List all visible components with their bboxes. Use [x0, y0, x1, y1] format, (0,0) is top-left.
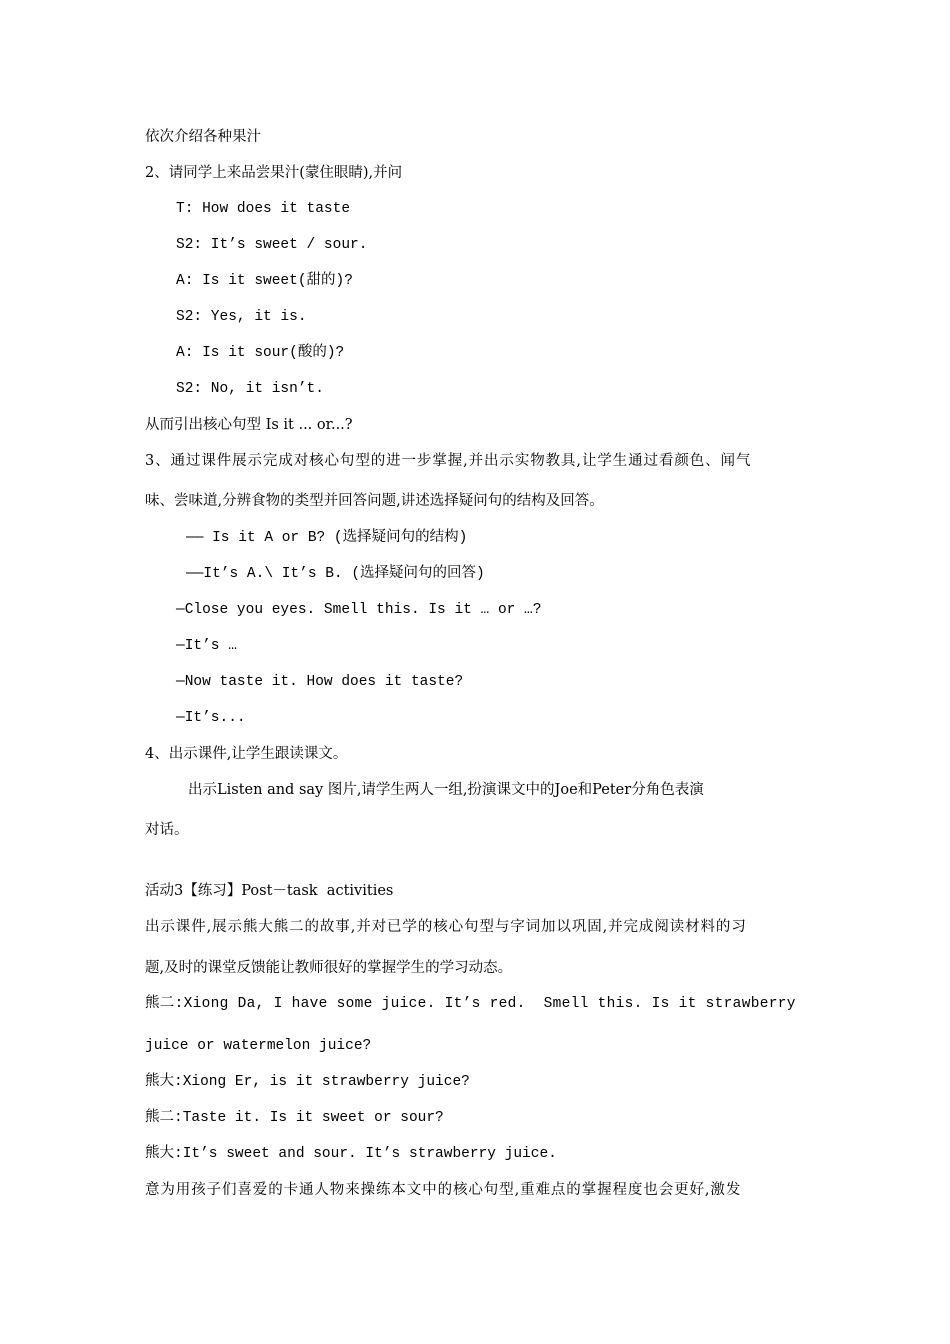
- text-line: 出示课件,展示熊大熊二的故事,并对已学的核心句型与字词加以巩固,并完成阅读材料的习: [145, 919, 747, 935]
- dialogue-line: A: Is it sour(酸的)?: [176, 345, 345, 361]
- dialogue-line: —It’s...: [176, 710, 246, 726]
- activity-heading: 活动3【练习】Post－task activities: [145, 883, 394, 899]
- numbered-step-4: 4、出示课件,让学生跟读课文。: [145, 746, 348, 762]
- dialogue-line: T: How does it taste: [176, 201, 351, 217]
- dialogue-line: —— Is it A or B? (选择疑问句的结构): [186, 530, 468, 546]
- text-line: 从而引出核心句型 Is it ... or...?: [145, 417, 353, 433]
- text-line: 出示Listen and say 图片,请学生两人一组,扮演课文中的Joe和Peter分角色表演: [188, 782, 704, 798]
- text-line: 依次介绍各种果汁: [145, 129, 261, 145]
- dialogue-line: ——It’s A.\ It’s B. (选择疑问句的回答): [186, 566, 485, 582]
- dialogue-line: 熊大:Xiong Er, is it strawberry juice?: [145, 1074, 470, 1090]
- dialogue-line: —It’s …: [176, 638, 237, 654]
- dialogue-line: 熊二:Taste it. Is it sweet or sour?: [145, 1110, 444, 1126]
- numbered-step-3: 3、通过课件展示完成对核心句型的进一步掌握,并出示实物教具,让学生通过看颜色、闻气: [145, 453, 752, 469]
- dialogue-line: A: Is it sweet(甜的)?: [176, 273, 353, 289]
- numbered-step-2: 2、请同学上来品尝果汁(蒙住眼睛),并问: [145, 165, 403, 181]
- text-line: 对话。: [145, 822, 189, 838]
- text-line: 意为用孩子们喜爱的卡通人物来操练本文中的核心句型,重难点的掌握程度也会更好,激发: [145, 1182, 742, 1198]
- dialogue-line: 熊二:Xiong Da, I have some juice. It’s red. Smell this. Is it strawberry: [145, 996, 796, 1012]
- dialogue-line: 熊大:It’s sweet and sour. It’s strawberry juice.: [145, 1146, 557, 1162]
- dialogue-line: juice or watermelon juice?: [145, 1038, 372, 1054]
- dialogue-line: —Close you eyes. Smell this. Is it … or …?: [176, 602, 542, 618]
- dialogue-line: —Now taste it. How does it taste?: [176, 674, 464, 690]
- dialogue-line: S2: It’s sweet / sour.: [176, 237, 368, 253]
- text-line: 味、尝味道,分辨食物的类型并回答问题,讲述选择疑问句的结构及回答。: [145, 493, 604, 509]
- dialogue-line: S2: No, it isn’t.: [176, 381, 324, 397]
- dialogue-line: S2: Yes, it is.: [176, 309, 307, 325]
- text-line: 题,及时的课堂反馈能让教师很好的掌握学生的学习动态。: [145, 960, 513, 976]
